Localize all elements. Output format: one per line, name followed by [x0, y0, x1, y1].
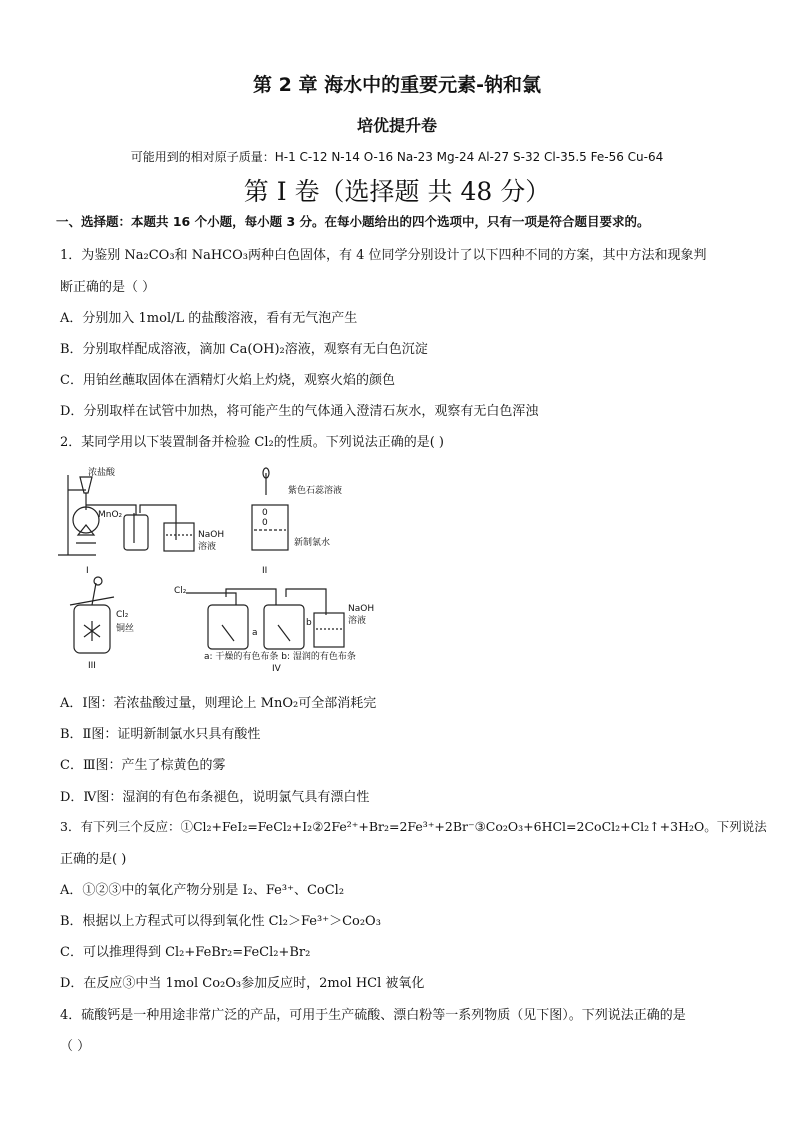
f1-acid-label: 浓盐酸: [88, 468, 116, 478]
q2-stem: 2．某同学用以下装置制备并检验 Cl₂的性质。下列说法正确的是( ): [60, 435, 444, 450]
f2-litmus-label: 紫色石蕊溶液: [288, 486, 343, 496]
apparatus-4: [186, 589, 344, 649]
q1-option-d: D．分别取样在试管中加热，将可能产生的气体通入澄清石灰水，观察有无白色浑浊: [60, 404, 539, 419]
f2-number: II: [262, 566, 268, 576]
apparatus-2: [252, 468, 288, 550]
f4-caption: a: 干燥的有色布条 b: 湿润的有色布条: [204, 652, 356, 662]
q4-stem-line1: 4．硫酸钙是一种用途非常广泛的产品，可用于生产硫酸、漂白粉等一系列物质（见下图）。下列说法正确的是: [60, 1008, 686, 1023]
apparatus-1: [58, 475, 194, 555]
volume-heading: 第 I 卷（选择题 共 48 分）: [243, 177, 551, 206]
f4-solution-label: 溶液: [348, 616, 367, 626]
f4-a-label: a: [252, 628, 258, 638]
q4-stem-line2: （ ）: [60, 1039, 91, 1054]
q1-stem-line1: 1．为鉴别 Na₂CO₃和 NaHCO₃两种白色固体，有 4 位同学分别设计了以下四种不同的方案，其中方法和现象判: [60, 248, 707, 263]
q1-option-b: B．分别取样配成溶液，滴加 Ca(OH)₂溶液，观察有无白色沉淀: [60, 342, 428, 357]
apparatus-3: [70, 577, 114, 653]
q2-apparatus-figure: [56, 465, 396, 677]
q3-option-a: A．①②③中的氧化产物分别是 I₂、Fe³⁺、CoCl₂: [60, 883, 345, 898]
q3-stem-line2: 正确的是( ): [60, 852, 127, 867]
q1-option-a: A．分别加入 1mol/L 的盐酸溶液，看有无气泡产生: [60, 311, 358, 326]
q2-option-c: C．Ⅲ图：产生了棕黄色的雾: [60, 758, 226, 773]
svg-text:0: 0: [262, 518, 268, 528]
q2-option-a: A．Ⅰ图：若浓盐酸过量，则理论上 MnO₂可全部消耗完: [60, 696, 377, 711]
q3-option-c: C．可以推理得到 Cl₂+FeBr₂=FeCl₂+Br₂: [60, 945, 311, 960]
chapter-title: 第 2 章 海水中的重要元素-钠和氯: [253, 74, 541, 96]
f3-number: III: [88, 661, 96, 671]
f3-cl2-label: Cl₂: [116, 610, 129, 620]
f1-number: I: [86, 566, 89, 576]
q2-option-d: D．Ⅳ图：湿润的有色布条褪色，说明氯气具有漂白性: [60, 790, 370, 805]
f3-copper-label: 铜丝: [116, 624, 135, 634]
atomic-masses: 可能用到的相对原子质量：H-1 C-12 N-14 O-16 Na-23 Mg-24 Al-27 S-32 Cl-35.5 Fe-56 Cu-64: [130, 150, 664, 164]
f1-naoh-label: NaOH: [198, 530, 225, 540]
f1-solution-label: 溶液: [198, 542, 217, 552]
f1-mno2-label: MnO₂: [98, 510, 123, 520]
q3-option-d: D．在反应③中当 1mol Co₂O₃参加反应时，2mol HCl 被氧化: [60, 976, 425, 991]
q1-stem-line2: 断正确的是（ ）: [60, 280, 156, 295]
f2-water-label: 新制氯水: [294, 538, 331, 548]
q1-option-c: C．用铂丝蘸取固体在酒精灯火焰上灼烧，观察火焰的颜色: [60, 373, 395, 388]
q3-option-b: B．根据以上方程式可以得到氧化性 Cl₂＞Fe³⁺＞Co₂O₃: [60, 914, 381, 929]
f4-b-label: b: [306, 618, 312, 628]
section-instruction: 一、选择题：本题共 16 个小题，每小题 3 分。在每小题给出的四个选项中，只有一项是符合题目要求的。: [56, 214, 650, 229]
f4-naoh-label: NaOH: [348, 604, 375, 614]
f4-cl2-label: Cl₂: [174, 586, 187, 596]
q3-stem-line1: 3．有下列三个反应：①Cl₂+FeI₂=FeCl₂+I₂②2Fe²⁺+Br₂=2Fe³⁺+2Br⁻③Co₂O₃+6HCl=2CoCl₂+Cl₂↑+3H₂O。下列说法: [60, 819, 767, 834]
svg-text:0: 0: [262, 508, 268, 518]
q2-option-b: B．Ⅱ图：证明新制氯水只具有酸性: [60, 727, 261, 742]
f4-number: IV: [272, 664, 281, 674]
paper-subtitle: 培优提升卷: [356, 116, 437, 135]
